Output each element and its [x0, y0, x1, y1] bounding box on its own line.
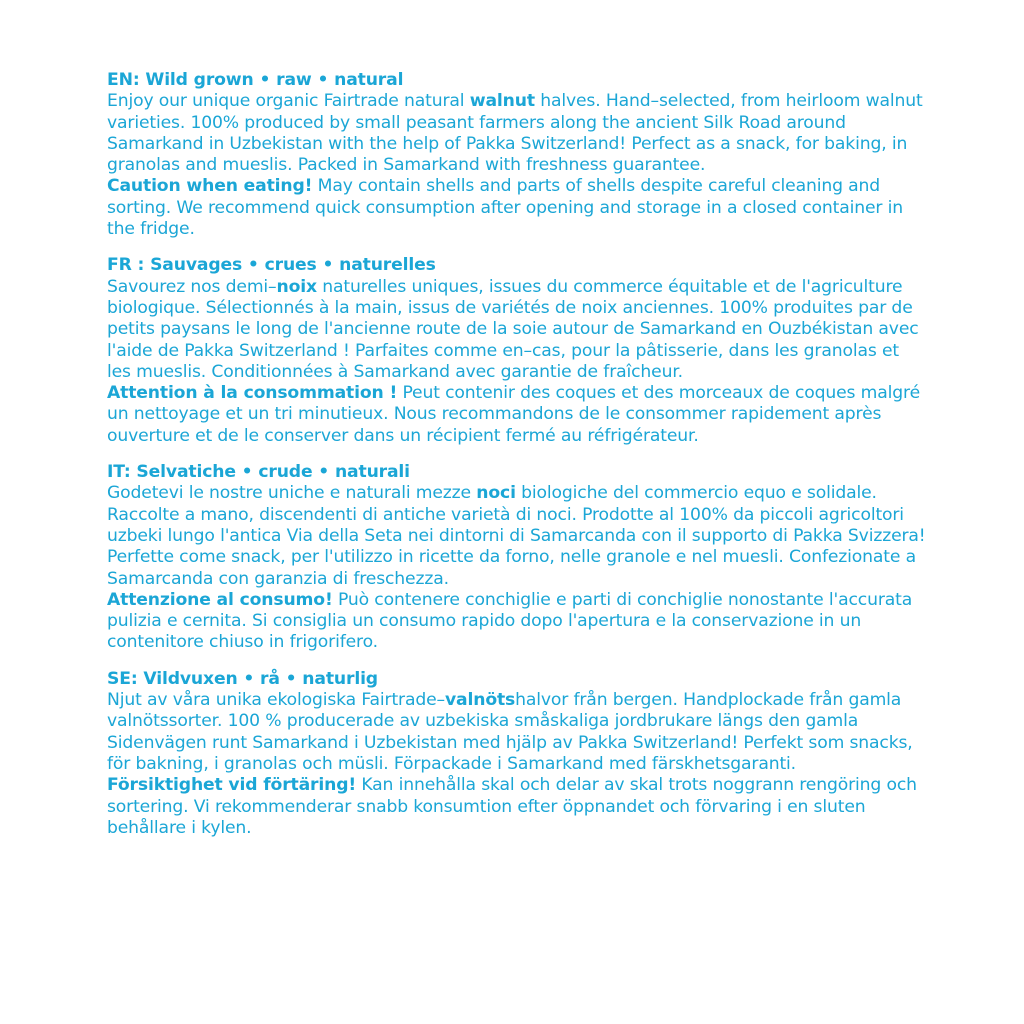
- description-text: Savourez nos demi–: [107, 276, 277, 297]
- product-name: noix: [276, 276, 317, 297]
- description-text: halvor från bergen. Handplockade från gamla valnötssorter. 100 % producerade av uzbekiska småskaliga jordbrukare längs den gamla Sidenvägen runt Samarkand i Uzbekistan med hjälp av Pakka Switzerland! Perfekt som snacks, för bakning, i granolas och müsli. Förpackade i Samarkand med färskhetsgaranti.: [107, 690, 913, 774]
- product-label-text: [107, 70, 927, 839]
- section-caution: [107, 775, 927, 839]
- section-heading: SE: Vildvuxen • rå • naturlig: [107, 668, 378, 689]
- description-text: Godetevi le nostre uniche e naturali mezze: [107, 483, 477, 504]
- caution-text: Peut contenir des coques et des morceaux de coques malgré un nettoyage et un tri minutieux. Nous recommandons de le consommer rapidement après ouverture et de le conserver dans un récipient fermé au réfrigérateur.: [107, 383, 921, 446]
- product-name: noci: [476, 483, 516, 504]
- product-name: valnöts: [444, 690, 516, 711]
- caution-text: May contain shells and parts of shells despite careful cleaning and sorting. We recommend quick consumption after opening and storage in a closed container in the fridge.: [107, 176, 904, 240]
- description-text: Enjoy our unique organic Fairtrade natural: [107, 91, 470, 112]
- section-heading: FR : Sauvages • crues • naturelles: [107, 255, 436, 276]
- description-text: biologiche del commercio equo e solidale. Raccolte a mano, discendenti di antiche varietà di noci. Prodotte al 100% da piccoli agricoltori uzbeki lungo l'antica Via della Seta nei dintorni di Samarcanda con il supporto di Pakka Svizzera! Perfette come snack, per l'utilizzo in ricette da forno, nelle granole e nel muesli. Confezionate a Samarcanda con garanzia di freschezza.: [107, 483, 926, 589]
- section-se: [107, 669, 927, 839]
- description-text: naturelles uniques, issues du commerce équitable et de l'agriculture biologique. Sélectionnés à la main, issus de variétés de noix anciennes. 100% produites par de petits paysans le long de l'ancienne route de la soie autour de Samarkand en Ouzbékistan avec l'aide de Pakka Switzerland ! Parfaites comme en–cas, pour la pâtisserie, dans les granolas et les mueslis. Conditionnées à Samarkand avec garantie de fraîcheur.: [107, 276, 919, 382]
- section-description: [107, 690, 927, 775]
- section-description: [107, 483, 927, 589]
- product-name: walnut: [469, 91, 535, 112]
- caution-label: Attention à la consommation !: [107, 383, 398, 404]
- section-caution: [107, 383, 927, 447]
- section-it: [107, 462, 927, 654]
- caution-label: Försiktighet vid förtäring!: [107, 775, 357, 796]
- section-en: [107, 70, 927, 240]
- caution-text: Può contenere conchiglie e parti di conchiglie nonostante l'accurata pulizia e cernita. Si consiglia un consumo rapido dopo l'apertura e la conservazione in un contenitore chiuso in frigorifero.: [107, 589, 913, 653]
- caution-label: Attenzione al consumo!: [107, 589, 333, 610]
- section-caution: [107, 176, 927, 240]
- section-description: [107, 277, 927, 383]
- caution-label: Caution when eating!: [107, 176, 313, 197]
- caution-text: Kan innehålla skal och delar av skal trots noggrann rengöring och sortering. Vi rekommenderar snabb konsumtion efter öppnandet och förvaring i en sluten behållare i kylen.: [107, 775, 917, 838]
- section-description: [107, 91, 927, 176]
- description-text: halves. Hand–selected, from heirloom walnut varieties. 100% produced by small peasant farmers along the ancient Silk Road around Samarkand in Uzbekistan with the help of Pakka Switzerland! Perfect as a snack, for baking, in granolas and mueslis. Packed in Samarkand with freshness guarantee.: [107, 91, 923, 176]
- section-caution: [107, 590, 927, 654]
- section-heading: IT: Selvatiche • crude • naturali: [107, 462, 410, 483]
- section-fr: [107, 255, 927, 447]
- section-heading: EN: Wild grown • raw • natural: [107, 70, 404, 90]
- description-text: Njut av våra unika ekologiska Fairtrade–: [107, 690, 445, 711]
